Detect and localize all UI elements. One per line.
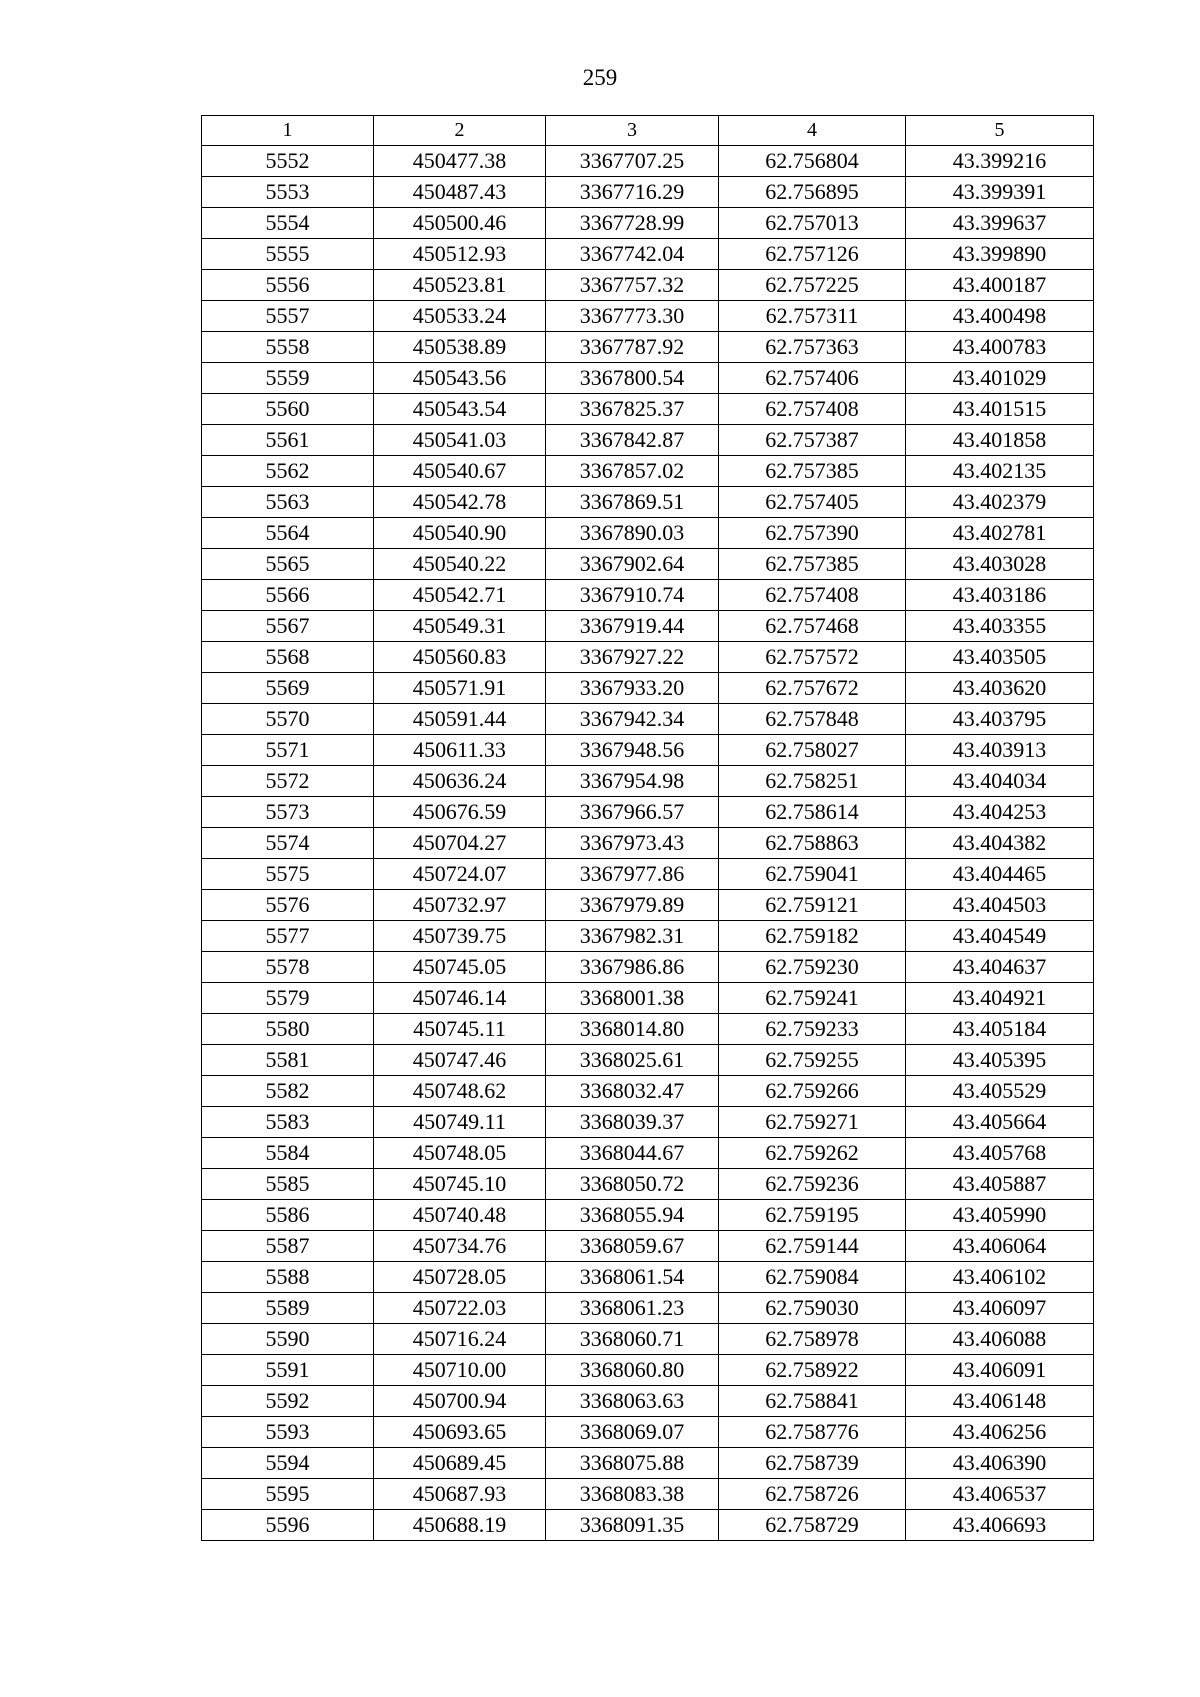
coord-y-cell: 3367986.86 xyxy=(546,952,719,983)
table-row xyxy=(202,301,1094,332)
coord-x-cell: 450722.03 xyxy=(374,1293,546,1324)
coord-x-cell: 450693.65 xyxy=(374,1417,546,1448)
coord-y-cell: 3367890.03 xyxy=(546,518,719,549)
coord-lon-cell: 62.757572 xyxy=(719,642,906,673)
coord-lat-cell: 43.405395 xyxy=(906,1045,1094,1076)
coord-lat-cell: 43.404382 xyxy=(906,828,1094,859)
coord-x-cell: 450538.89 xyxy=(374,332,546,363)
coord-lon-cell: 62.759195 xyxy=(719,1200,906,1231)
coord-x-cell: 450749.11 xyxy=(374,1107,546,1138)
coord-lat-cell: 43.401858 xyxy=(906,425,1094,456)
coord-y-cell: 3367716.29 xyxy=(546,177,719,208)
coord-y-cell: 3367902.64 xyxy=(546,549,719,580)
table-row xyxy=(202,766,1094,797)
table-row xyxy=(202,239,1094,270)
coord-y-cell: 3367919.44 xyxy=(546,611,719,642)
coord-lon-cell: 62.757126 xyxy=(719,239,906,270)
coord-y-cell: 3367800.54 xyxy=(546,363,719,394)
coord-x-cell: 450724.07 xyxy=(374,859,546,890)
coord-lat-cell: 43.402781 xyxy=(906,518,1094,549)
coord-lon-cell: 62.757848 xyxy=(719,704,906,735)
coord-lat-cell: 43.403505 xyxy=(906,642,1094,673)
coord-lat-cell: 43.406102 xyxy=(906,1262,1094,1293)
point-number-cell: 5581 xyxy=(202,1045,374,1076)
coord-x-cell: 450477.38 xyxy=(374,146,546,177)
point-number-cell: 5577 xyxy=(202,921,374,952)
coord-y-cell: 3367869.51 xyxy=(546,487,719,518)
point-number-cell: 5587 xyxy=(202,1231,374,1262)
coord-x-cell: 450689.45 xyxy=(374,1448,546,1479)
coord-lat-cell: 43.406693 xyxy=(906,1510,1094,1541)
table-body xyxy=(202,146,1094,1541)
coord-y-cell: 3367979.89 xyxy=(546,890,719,921)
point-number-cell: 5568 xyxy=(202,642,374,673)
point-number-cell: 5563 xyxy=(202,487,374,518)
coord-x-cell: 450512.93 xyxy=(374,239,546,270)
table-row xyxy=(202,332,1094,363)
table-row xyxy=(202,363,1094,394)
point-number-cell: 5592 xyxy=(202,1386,374,1417)
table-row xyxy=(202,456,1094,487)
coord-y-cell: 3368050.72 xyxy=(546,1169,719,1200)
point-number-cell: 5593 xyxy=(202,1417,374,1448)
point-number-cell: 5560 xyxy=(202,394,374,425)
coord-x-cell: 450747.46 xyxy=(374,1045,546,1076)
coord-lon-cell: 62.758922 xyxy=(719,1355,906,1386)
coord-lat-cell: 43.399637 xyxy=(906,208,1094,239)
point-number-cell: 5579 xyxy=(202,983,374,1014)
coord-lon-cell: 62.757408 xyxy=(719,394,906,425)
coord-lat-cell: 43.399391 xyxy=(906,177,1094,208)
coord-x-cell: 450571.91 xyxy=(374,673,546,704)
coord-lon-cell: 62.759262 xyxy=(719,1138,906,1169)
table-row xyxy=(202,1479,1094,1510)
coord-lon-cell: 62.758978 xyxy=(719,1324,906,1355)
point-number-cell: 5583 xyxy=(202,1107,374,1138)
coord-y-cell: 3367707.25 xyxy=(546,146,719,177)
coord-lon-cell: 62.759084 xyxy=(719,1262,906,1293)
point-number-cell: 5584 xyxy=(202,1138,374,1169)
coord-y-cell: 3368039.37 xyxy=(546,1107,719,1138)
coord-lon-cell: 62.757385 xyxy=(719,549,906,580)
coord-lon-cell: 62.757468 xyxy=(719,611,906,642)
coord-lon-cell: 62.757311 xyxy=(719,301,906,332)
point-number-cell: 5559 xyxy=(202,363,374,394)
point-number-cell: 5553 xyxy=(202,177,374,208)
coord-lat-cell: 43.403355 xyxy=(906,611,1094,642)
coord-x-cell: 450740.48 xyxy=(374,1200,546,1231)
coord-y-cell: 3367948.56 xyxy=(546,735,719,766)
coordinates-table xyxy=(201,115,1094,1541)
coord-y-cell: 3367977.86 xyxy=(546,859,719,890)
table-row xyxy=(202,1169,1094,1200)
table-row xyxy=(202,828,1094,859)
point-number-cell: 5595 xyxy=(202,1479,374,1510)
coord-y-cell: 3367773.30 xyxy=(546,301,719,332)
point-number-cell: 5556 xyxy=(202,270,374,301)
coord-lat-cell: 43.404549 xyxy=(906,921,1094,952)
coord-lat-cell: 43.406088 xyxy=(906,1324,1094,1355)
coord-y-cell: 3368001.38 xyxy=(546,983,719,1014)
coord-lat-cell: 43.406537 xyxy=(906,1479,1094,1510)
table-row xyxy=(202,549,1094,580)
coord-x-cell: 450700.94 xyxy=(374,1386,546,1417)
point-number-cell: 5574 xyxy=(202,828,374,859)
coord-lon-cell: 62.759041 xyxy=(719,859,906,890)
coord-lat-cell: 43.406390 xyxy=(906,1448,1094,1479)
table-row xyxy=(202,952,1094,983)
table-row xyxy=(202,270,1094,301)
coord-x-cell: 450716.24 xyxy=(374,1324,546,1355)
coord-x-cell: 450541.03 xyxy=(374,425,546,456)
coord-y-cell: 3367910.74 xyxy=(546,580,719,611)
coord-lon-cell: 62.758027 xyxy=(719,735,906,766)
coord-x-cell: 450500.46 xyxy=(374,208,546,239)
coord-lat-cell: 43.406097 xyxy=(906,1293,1094,1324)
coord-x-cell: 450739.75 xyxy=(374,921,546,952)
point-number-cell: 5594 xyxy=(202,1448,374,1479)
page-number: 259 xyxy=(582,65,618,90)
coord-lon-cell: 62.759233 xyxy=(719,1014,906,1045)
coord-x-cell: 450549.31 xyxy=(374,611,546,642)
coord-lon-cell: 62.759030 xyxy=(719,1293,906,1324)
coord-lat-cell: 43.400187 xyxy=(906,270,1094,301)
coord-lon-cell: 62.757390 xyxy=(719,518,906,549)
coord-x-cell: 450543.54 xyxy=(374,394,546,425)
point-number-cell: 5586 xyxy=(202,1200,374,1231)
coord-y-cell: 3368060.80 xyxy=(546,1355,719,1386)
table-row xyxy=(202,1293,1094,1324)
point-number-cell: 5580 xyxy=(202,1014,374,1045)
point-number-cell: 5565 xyxy=(202,549,374,580)
coord-lat-cell: 43.406148 xyxy=(906,1386,1094,1417)
coord-lon-cell: 62.757363 xyxy=(719,332,906,363)
table-row xyxy=(202,1417,1094,1448)
table-row xyxy=(202,487,1094,518)
coord-lon-cell: 62.757225 xyxy=(719,270,906,301)
table-row xyxy=(202,394,1094,425)
point-number-cell: 5557 xyxy=(202,301,374,332)
point-number-cell: 5567 xyxy=(202,611,374,642)
coord-lat-cell: 43.406256 xyxy=(906,1417,1094,1448)
point-number-cell: 5596 xyxy=(202,1510,374,1541)
coord-lat-cell: 43.405768 xyxy=(906,1138,1094,1169)
coord-y-cell: 3367728.99 xyxy=(546,208,719,239)
point-number-cell: 5588 xyxy=(202,1262,374,1293)
coord-lon-cell: 62.757387 xyxy=(719,425,906,456)
table-row xyxy=(202,673,1094,704)
coord-lon-cell: 62.758841 xyxy=(719,1386,906,1417)
coord-lat-cell: 43.403028 xyxy=(906,549,1094,580)
coord-lat-cell: 43.401029 xyxy=(906,363,1094,394)
point-number-cell: 5590 xyxy=(202,1324,374,1355)
coord-lon-cell: 62.757408 xyxy=(719,580,906,611)
point-number-cell: 5578 xyxy=(202,952,374,983)
coord-y-cell: 3368055.94 xyxy=(546,1200,719,1231)
coord-lon-cell: 62.759255 xyxy=(719,1045,906,1076)
coord-lat-cell: 43.403620 xyxy=(906,673,1094,704)
coord-y-cell: 3367842.87 xyxy=(546,425,719,456)
table-row xyxy=(202,1386,1094,1417)
coord-y-cell: 3368014.80 xyxy=(546,1014,719,1045)
coord-lat-cell: 43.405664 xyxy=(906,1107,1094,1138)
coord-x-cell: 450540.67 xyxy=(374,456,546,487)
coord-y-cell: 3368083.38 xyxy=(546,1479,719,1510)
point-number-cell: 5552 xyxy=(202,146,374,177)
point-number-cell: 5589 xyxy=(202,1293,374,1324)
coord-x-cell: 450688.19 xyxy=(374,1510,546,1541)
coord-lat-cell: 43.399890 xyxy=(906,239,1094,270)
coord-lon-cell: 62.758739 xyxy=(719,1448,906,1479)
coord-x-cell: 450560.83 xyxy=(374,642,546,673)
coord-y-cell: 3368044.67 xyxy=(546,1138,719,1169)
coord-lat-cell: 43.404034 xyxy=(906,766,1094,797)
point-number-cell: 5569 xyxy=(202,673,374,704)
coord-x-cell: 450542.71 xyxy=(374,580,546,611)
table-row xyxy=(202,642,1094,673)
coord-lon-cell: 62.757013 xyxy=(719,208,906,239)
coord-lon-cell: 62.758729 xyxy=(719,1510,906,1541)
header-row xyxy=(202,116,1094,146)
point-number-cell: 5566 xyxy=(202,580,374,611)
coord-lon-cell: 62.756804 xyxy=(719,146,906,177)
coord-x-cell: 450728.05 xyxy=(374,1262,546,1293)
coord-x-cell: 450636.24 xyxy=(374,766,546,797)
table-row xyxy=(202,1448,1094,1479)
coord-y-cell: 3367982.31 xyxy=(546,921,719,952)
column-header-2: 2 xyxy=(374,116,546,146)
table-row xyxy=(202,1355,1094,1386)
point-number-cell: 5564 xyxy=(202,518,374,549)
table-row xyxy=(202,1510,1094,1541)
point-number-cell: 5585 xyxy=(202,1169,374,1200)
table-row xyxy=(202,1076,1094,1107)
point-number-cell: 5570 xyxy=(202,704,374,735)
coord-y-cell: 3367927.22 xyxy=(546,642,719,673)
column-header-3: 3 xyxy=(546,116,719,146)
table-header xyxy=(202,116,1094,146)
table-row xyxy=(202,797,1094,828)
coord-x-cell: 450533.24 xyxy=(374,301,546,332)
coord-x-cell: 450732.97 xyxy=(374,890,546,921)
coord-y-cell: 3368059.67 xyxy=(546,1231,719,1262)
coord-lat-cell: 43.405990 xyxy=(906,1200,1094,1231)
table-row xyxy=(202,518,1094,549)
coord-y-cell: 3368025.61 xyxy=(546,1045,719,1076)
coord-y-cell: 3367857.02 xyxy=(546,456,719,487)
coord-x-cell: 450704.27 xyxy=(374,828,546,859)
table-row xyxy=(202,1138,1094,1169)
table-row xyxy=(202,1107,1094,1138)
coord-lat-cell: 43.404637 xyxy=(906,952,1094,983)
table-row xyxy=(202,1200,1094,1231)
table-row xyxy=(202,1231,1094,1262)
coord-lat-cell: 43.402379 xyxy=(906,487,1094,518)
column-header-5: 5 xyxy=(906,116,1094,146)
coord-x-cell: 450543.56 xyxy=(374,363,546,394)
table-row xyxy=(202,735,1094,766)
coord-lon-cell: 62.757405 xyxy=(719,487,906,518)
coord-x-cell: 450748.62 xyxy=(374,1076,546,1107)
coord-lon-cell: 62.759271 xyxy=(719,1107,906,1138)
point-number-cell: 5576 xyxy=(202,890,374,921)
coord-x-cell: 450487.43 xyxy=(374,177,546,208)
coord-lat-cell: 43.404465 xyxy=(906,859,1094,890)
point-number-cell: 5558 xyxy=(202,332,374,363)
coord-lon-cell: 62.756895 xyxy=(719,177,906,208)
coord-lat-cell: 43.406091 xyxy=(906,1355,1094,1386)
coord-x-cell: 450591.44 xyxy=(374,704,546,735)
coord-lon-cell: 62.759241 xyxy=(719,983,906,1014)
table-row xyxy=(202,208,1094,239)
coord-lat-cell: 43.402135 xyxy=(906,456,1094,487)
point-number-cell: 5582 xyxy=(202,1076,374,1107)
coord-lat-cell: 43.406064 xyxy=(906,1231,1094,1262)
coord-y-cell: 3367973.43 xyxy=(546,828,719,859)
coord-y-cell: 3367933.20 xyxy=(546,673,719,704)
coord-lon-cell: 62.758776 xyxy=(719,1417,906,1448)
column-header-1: 1 xyxy=(202,116,374,146)
coord-x-cell: 450676.59 xyxy=(374,797,546,828)
coord-lon-cell: 62.759236 xyxy=(719,1169,906,1200)
point-number-cell: 5572 xyxy=(202,766,374,797)
table-row xyxy=(202,1324,1094,1355)
coord-y-cell: 3367954.98 xyxy=(546,766,719,797)
coord-lat-cell: 43.404503 xyxy=(906,890,1094,921)
table-row xyxy=(202,859,1094,890)
coord-lon-cell: 62.758726 xyxy=(719,1479,906,1510)
coord-x-cell: 450734.76 xyxy=(374,1231,546,1262)
coord-lon-cell: 62.759121 xyxy=(719,890,906,921)
coord-lat-cell: 43.400783 xyxy=(906,332,1094,363)
point-number-cell: 5571 xyxy=(202,735,374,766)
coord-lat-cell: 43.404253 xyxy=(906,797,1094,828)
point-number-cell: 5555 xyxy=(202,239,374,270)
coord-lat-cell: 43.401515 xyxy=(906,394,1094,425)
coord-lon-cell: 62.757672 xyxy=(719,673,906,704)
point-number-cell: 5591 xyxy=(202,1355,374,1386)
table-row xyxy=(202,177,1094,208)
coord-y-cell: 3367942.34 xyxy=(546,704,719,735)
coord-lon-cell: 62.759144 xyxy=(719,1231,906,1262)
coord-lon-cell: 62.758251 xyxy=(719,766,906,797)
point-number-cell: 5573 xyxy=(202,797,374,828)
coord-y-cell: 3368091.35 xyxy=(546,1510,719,1541)
coord-lat-cell: 43.399216 xyxy=(906,146,1094,177)
column-header-4: 4 xyxy=(719,116,906,146)
coord-x-cell: 450687.93 xyxy=(374,1479,546,1510)
coord-lon-cell: 62.758863 xyxy=(719,828,906,859)
coord-lat-cell: 43.405184 xyxy=(906,1014,1094,1045)
coord-lon-cell: 62.759266 xyxy=(719,1076,906,1107)
coord-x-cell: 450540.22 xyxy=(374,549,546,580)
table-row xyxy=(202,921,1094,952)
coord-x-cell: 450523.81 xyxy=(374,270,546,301)
coord-lat-cell: 43.404921 xyxy=(906,983,1094,1014)
coord-x-cell: 450542.78 xyxy=(374,487,546,518)
coord-x-cell: 450540.90 xyxy=(374,518,546,549)
table-row xyxy=(202,890,1094,921)
coord-lon-cell: 62.757406 xyxy=(719,363,906,394)
coord-y-cell: 3368061.54 xyxy=(546,1262,719,1293)
coord-lon-cell: 62.758614 xyxy=(719,797,906,828)
coord-y-cell: 3368032.47 xyxy=(546,1076,719,1107)
coord-y-cell: 3367757.32 xyxy=(546,270,719,301)
coord-y-cell: 3368063.63 xyxy=(546,1386,719,1417)
point-number-cell: 5575 xyxy=(202,859,374,890)
coord-y-cell: 3368061.23 xyxy=(546,1293,719,1324)
coord-lat-cell: 43.403913 xyxy=(906,735,1094,766)
table-row xyxy=(202,1262,1094,1293)
coord-lat-cell: 43.403795 xyxy=(906,704,1094,735)
coord-lon-cell: 62.757385 xyxy=(719,456,906,487)
coord-y-cell: 3368075.88 xyxy=(546,1448,719,1479)
coord-y-cell: 3367966.57 xyxy=(546,797,719,828)
coord-x-cell: 450746.14 xyxy=(374,983,546,1014)
coord-y-cell: 3367742.04 xyxy=(546,239,719,270)
coord-x-cell: 450611.33 xyxy=(374,735,546,766)
table-row xyxy=(202,1014,1094,1045)
coord-x-cell: 450748.05 xyxy=(374,1138,546,1169)
point-number-cell: 5561 xyxy=(202,425,374,456)
coord-lat-cell: 43.405887 xyxy=(906,1169,1094,1200)
table-row xyxy=(202,580,1094,611)
point-number-cell: 5554 xyxy=(202,208,374,239)
coord-lon-cell: 62.759230 xyxy=(719,952,906,983)
coord-x-cell: 450745.05 xyxy=(374,952,546,983)
table-row xyxy=(202,704,1094,735)
coord-lat-cell: 43.400498 xyxy=(906,301,1094,332)
coord-lat-cell: 43.405529 xyxy=(906,1076,1094,1107)
table-row xyxy=(202,983,1094,1014)
coord-y-cell: 3367825.37 xyxy=(546,394,719,425)
table-row xyxy=(202,611,1094,642)
coord-x-cell: 450710.00 xyxy=(374,1355,546,1386)
point-number-cell: 5562 xyxy=(202,456,374,487)
coord-y-cell: 3367787.92 xyxy=(546,332,719,363)
coord-lon-cell: 62.759182 xyxy=(719,921,906,952)
coord-y-cell: 3368069.07 xyxy=(546,1417,719,1448)
table-row xyxy=(202,425,1094,456)
table-row xyxy=(202,1045,1094,1076)
coord-lat-cell: 43.403186 xyxy=(906,580,1094,611)
coord-x-cell: 450745.11 xyxy=(374,1014,546,1045)
coord-x-cell: 450745.10 xyxy=(374,1169,546,1200)
table-row xyxy=(202,146,1094,177)
coord-y-cell: 3368060.71 xyxy=(546,1324,719,1355)
